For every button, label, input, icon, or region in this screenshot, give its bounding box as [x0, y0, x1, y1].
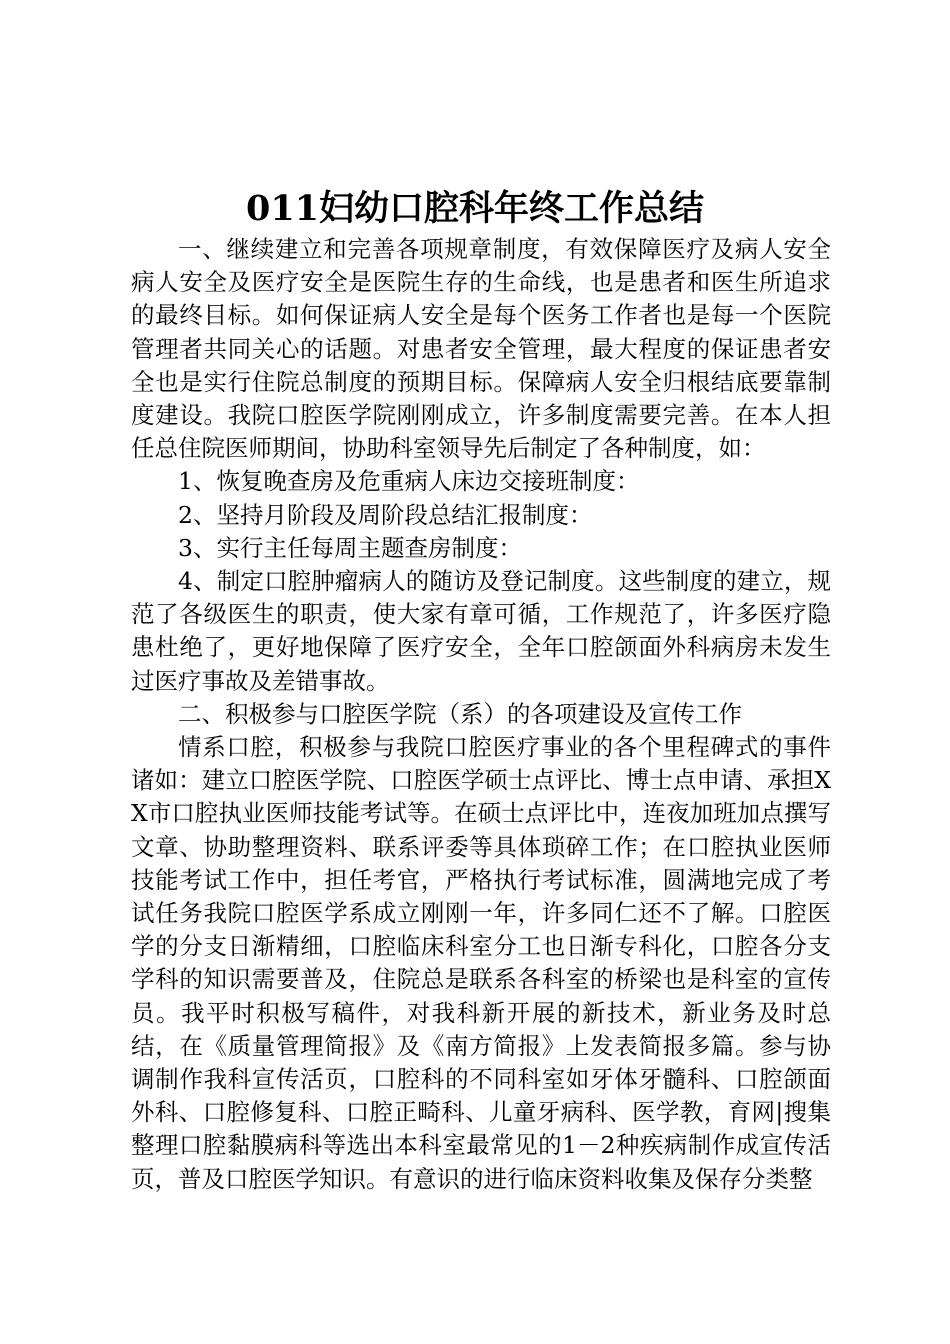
paragraph-rule-4: 4、制定口腔肿瘤病人的随访及登记制度。这些制度的建立，规范了各级医生的职责，使大家有章可循，工作规范了，许多医疗隐患杜绝了，更好地保障了医疗安全，全年口腔颌面外科病房未发生过医疗事故及差错事故。 [131, 567, 831, 695]
document-body [131, 233, 831, 1196]
paragraph-rule-1: 1、恢复晚查房及危重病人床边交接班制度： [178, 467, 640, 496]
section-heading-2: 二、积极参与口腔医学院（系）的各项建设及宣传工作 [178, 699, 742, 728]
paragraph-rule-3: 3、实行主任每周主题查房制度： [178, 533, 522, 562]
paragraph-rule-2: 2、坚持月阶段及周阶段总结汇报制度： [178, 500, 593, 529]
document-title: 011妇幼口腔科年终工作总结 [245, 188, 705, 229]
paragraph-rules-intro: 一、继续建立和完善各项规章制度，有效保障医疗及病人安全病人安全及医疗安全是医院生存的生命线，也是患者和医生所追求的最终目标。如何保证病人安全是每个医务工作者也是每一个医院管理者共同关心的话题。对患者安全管理，最大程度的保证患者安全也是实行住院总制度的预期目标。保障病人安全归根结底要靠制度建设。我院口腔医学院刚刚成立，许多制度需要完善。在本人担任总住院医师期间，协助科室领导先后制定了各种制度，如： [131, 235, 831, 463]
paragraph-publicity: 情系口腔，积极参与我院口腔医疗事业的各个里程碑式的事件诸如：建立口腔医学院、口腔医学硕士点评比、博士点申请、承担XX市口腔执业医师技能考试等。在硕士点评比中，连夜加班加点撰写文章、协助整理资料、联系评委等具体琐碎工作；在口腔执业医师技能考试工作中，担任考官，严格执行考试标准，圆满地完成了考试任务我院口腔医学系成立刚刚一年，许多同仁还不了解。口腔医学的分支日渐精细，口腔临床科室分工也日渐专科化，口腔各分支学科的知识需要普及，住院总是联系各科室的桥梁也是科室的宣传员。我平时积极写稿件，对我科新开展的新技术，新业务及时总结，在《质量管理简报》及《南方简报》上发表简报多篇。参与协调制作我科宣传活页，口腔科的不同科室如牙体牙髓科、口腔颌面外科、口腔修复科、口腔正畸科、儿童牙病科、医学教，育网|搜集整理口腔黏膜病科等选出本科室最常见的1－2种疾病制作成宣传活页，普及口腔医学知识。有意识的进行临床资料收集及保存分类整 [131, 733, 831, 1193]
